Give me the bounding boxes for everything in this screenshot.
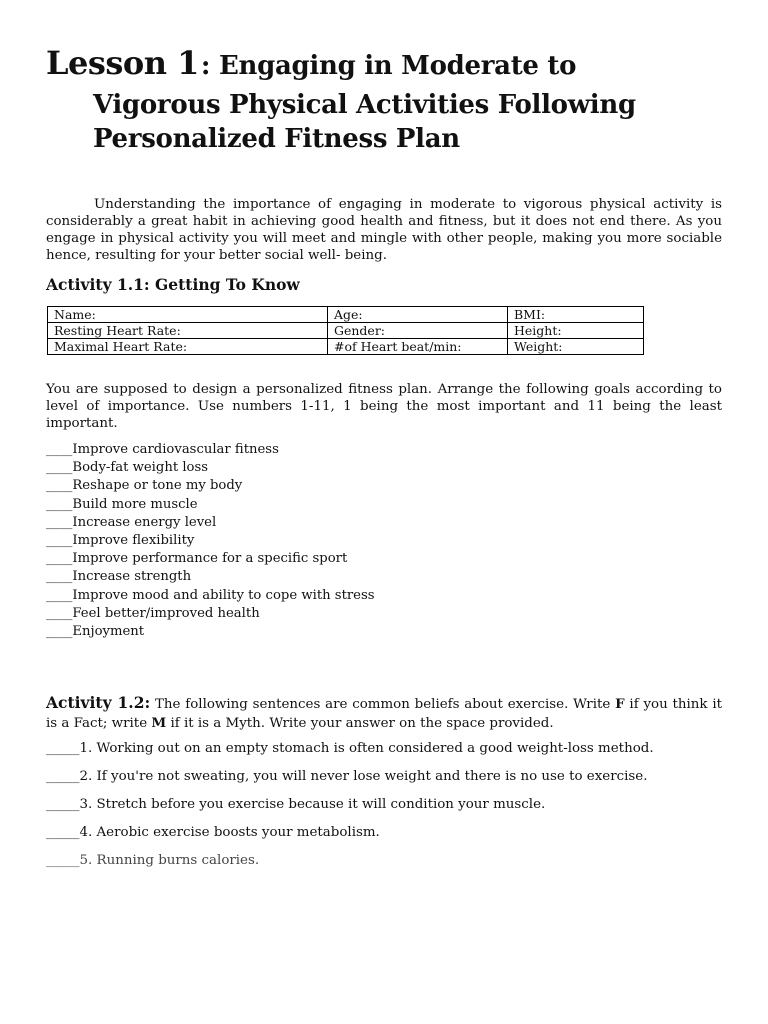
lesson-number: Lesson 1 bbox=[46, 44, 199, 82]
goal-item[interactable]: ____Improve flexibility bbox=[46, 533, 195, 549]
maximal-heart-rate-field[interactable]: Maximal Heart Rate: bbox=[48, 339, 328, 355]
goal-item[interactable]: ____Increase strength bbox=[46, 569, 192, 585]
goal-item[interactable]: ____Feel better/improved health bbox=[46, 605, 260, 621]
table-row bbox=[48, 323, 644, 339]
myth-letter: M bbox=[151, 715, 167, 731]
title-line-1 bbox=[46, 44, 746, 82]
belief-statement[interactable]: _____4. Aerobic exercise boosts your metabolism. bbox=[46, 825, 380, 840]
belief-statement[interactable]: _____5. Running burns calories. bbox=[46, 853, 260, 868]
bmi-field[interactable]: BMI: bbox=[508, 307, 644, 323]
goal-item[interactable]: ____Improve cardiovascular fitness bbox=[46, 442, 279, 457]
activity-1-2-instructions bbox=[46, 694, 722, 733]
fitness-plan-instructions: You are supposed to design a personalized fitness plan. Arrange the following goals according to level of importance. Use numbers 1-11, 1 being the most important and 11 being the least important. bbox=[46, 382, 722, 431]
heart-beat-per-min-field[interactable]: #of Heart beat/min: bbox=[328, 339, 508, 355]
belief-statement[interactable]: _____2. If you're not sweating, you will never lose weight and there is no use to exercise. bbox=[46, 769, 648, 784]
belief-statement[interactable]: _____1. Working out on an empty stomach is often considered a good weight-loss method. bbox=[46, 741, 654, 756]
title-line-1-rest: : Engaging in Moderate to bbox=[200, 51, 577, 81]
exercise-beliefs-list bbox=[46, 740, 654, 880]
goal-item[interactable]: ____Improve mood and ability to cope with stress bbox=[46, 587, 375, 603]
belief-statement[interactable]: _____3. Stretch before you exercise because it will condition your muscle. bbox=[46, 797, 546, 812]
table-row bbox=[48, 307, 644, 323]
title-line-3: Personalized Fitness Plan bbox=[93, 124, 460, 154]
height-field[interactable]: Height: bbox=[508, 323, 644, 339]
activity-1-2-text-c: if it is a Myth. Write your answer on the space provided. bbox=[166, 716, 554, 731]
activity-1-2-heading: Activity 1.2: bbox=[46, 693, 151, 712]
name-field[interactable]: Name: bbox=[48, 307, 328, 323]
age-field[interactable]: Age: bbox=[328, 307, 508, 323]
goal-item[interactable]: ____Improve performance for a specific sport bbox=[46, 551, 348, 567]
title-line-2: Vigorous Physical Activities Following bbox=[93, 90, 636, 120]
fitness-goals-list bbox=[46, 441, 375, 641]
fact-letter: F bbox=[615, 696, 625, 712]
intro-paragraph: Understanding the importance of engaging in moderate to vigorous physical activity is considerably a great habit in achieving good health and fitness, but it does not end there. As you engage in physical activity you will meet and mingle with other people, making you more sociable hence, resulting for your better social well- being. bbox=[46, 197, 722, 263]
activity-1-2-text-b: if you think it is a Fact; write bbox=[46, 697, 722, 731]
activity-1-2-text-a: The following sentences are common beliefs about exercise. Write bbox=[150, 697, 616, 712]
goal-item[interactable]: ____Reshape or tone my body bbox=[46, 478, 243, 494]
weight-field[interactable]: Weight: bbox=[508, 339, 644, 355]
goal-item[interactable]: ____Build more muscle bbox=[46, 496, 198, 512]
goal-item[interactable]: ____Enjoyment bbox=[46, 624, 145, 640]
gender-field[interactable]: Gender: bbox=[328, 323, 508, 339]
goal-item[interactable]: ____Body-fat weight loss bbox=[46, 460, 209, 476]
resting-heart-rate-field[interactable]: Resting Heart Rate: bbox=[48, 323, 328, 339]
table-row bbox=[48, 339, 644, 355]
goal-item[interactable]: ____Increase energy level bbox=[46, 514, 217, 530]
activity-1-1-heading: Activity 1.1: Getting To Know bbox=[46, 275, 300, 294]
lesson-title bbox=[46, 44, 746, 154]
personal-info-table bbox=[47, 306, 644, 355]
